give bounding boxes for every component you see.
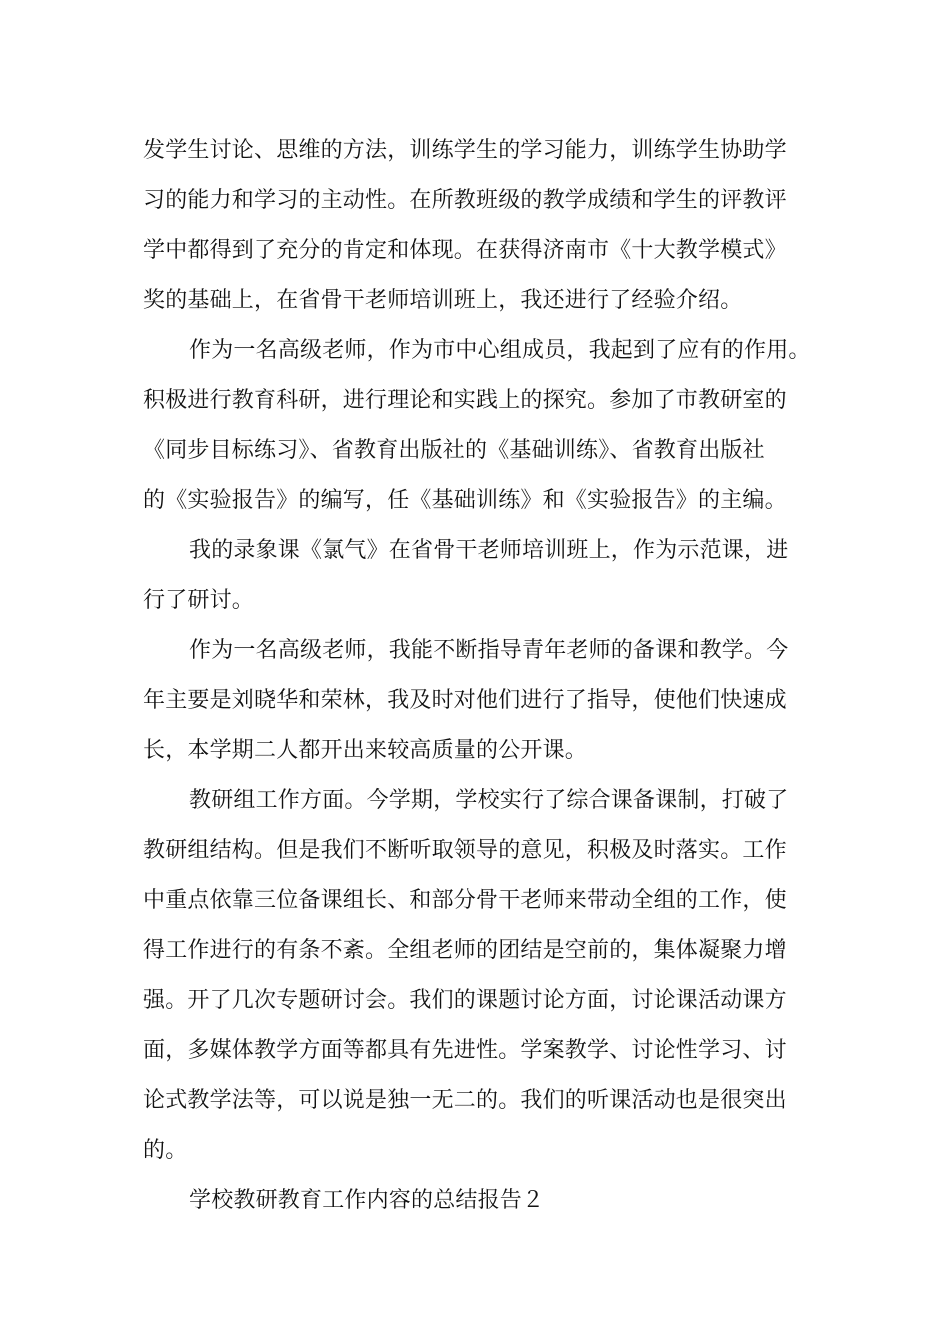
text-line: 面，多媒体教学方面等都具有先进性。学案教学、讨论性学习、讨 bbox=[143, 1038, 787, 1063]
text-line: 学中都得到了充分的肯定和体现。在获得济南市《十大教学模式》 bbox=[143, 238, 787, 263]
text-line: 得工作进行的有条不紊。全组老师的团结是空前的，集体凝聚力增 bbox=[143, 938, 787, 963]
text-line: 我的录象课《氯气》在省骨干老师培训班上，作为示范课，进 bbox=[189, 538, 789, 563]
text-line: 长，本学期二人都开出来较高质量的公开课。 bbox=[143, 738, 588, 763]
text-line: 论式教学法等，可以说是独一无二的。我们的听课活动也是很突出 bbox=[143, 1088, 787, 1113]
text-line: 教研组结构。但是我们不断听取领导的意见，积极及时落实。工作 bbox=[143, 838, 787, 863]
text-line: 作为一名高级老师，作为市中心组成员，我起到了应有的作用。 bbox=[189, 338, 811, 363]
text-line: 行了研讨。 bbox=[143, 588, 255, 613]
text-line: 的《实验报告》的编写，任《基础训练》和《实验报告》的主编。 bbox=[143, 488, 787, 513]
text-line: 年主要是刘晓华和荣林，我及时对他们进行了指导，使他们快速成 bbox=[143, 688, 787, 713]
text-line: 《同步目标练习》、省教育出版社的《基础训练》、省教育出版社 bbox=[143, 438, 765, 463]
text-line: 积极进行教育科研，进行理论和实践上的探究。参加了市教研室的 bbox=[143, 388, 787, 413]
text-line: 作为一名高级老师，我能不断指导青年老师的备课和教学。今 bbox=[189, 638, 789, 663]
section-heading: 学校教研教育工作内容的总结报告２ bbox=[189, 1188, 545, 1213]
text-line: 的。 bbox=[143, 1138, 188, 1163]
text-line: 中重点依靠三位备课组长、和部分骨干老师来带动全组的工作，使 bbox=[143, 888, 787, 913]
text-line: 教研组工作方面。今学期，学校实行了综合课备课制，打破了 bbox=[189, 788, 789, 813]
text-line: 习的能力和学习的主动性。在所教班级的教学成绩和学生的评教评 bbox=[143, 188, 787, 213]
text-line: 强。开了几次专题研讨会。我们的课题讨论方面，讨论课活动课方 bbox=[143, 988, 787, 1013]
text-line: 奖的基础上，在省骨干老师培训班上，我还进行了经验介绍。 bbox=[143, 288, 743, 313]
text-line: 发学生讨论、思维的方法，训练学生的学习能力，训练学生协助学 bbox=[143, 138, 787, 163]
